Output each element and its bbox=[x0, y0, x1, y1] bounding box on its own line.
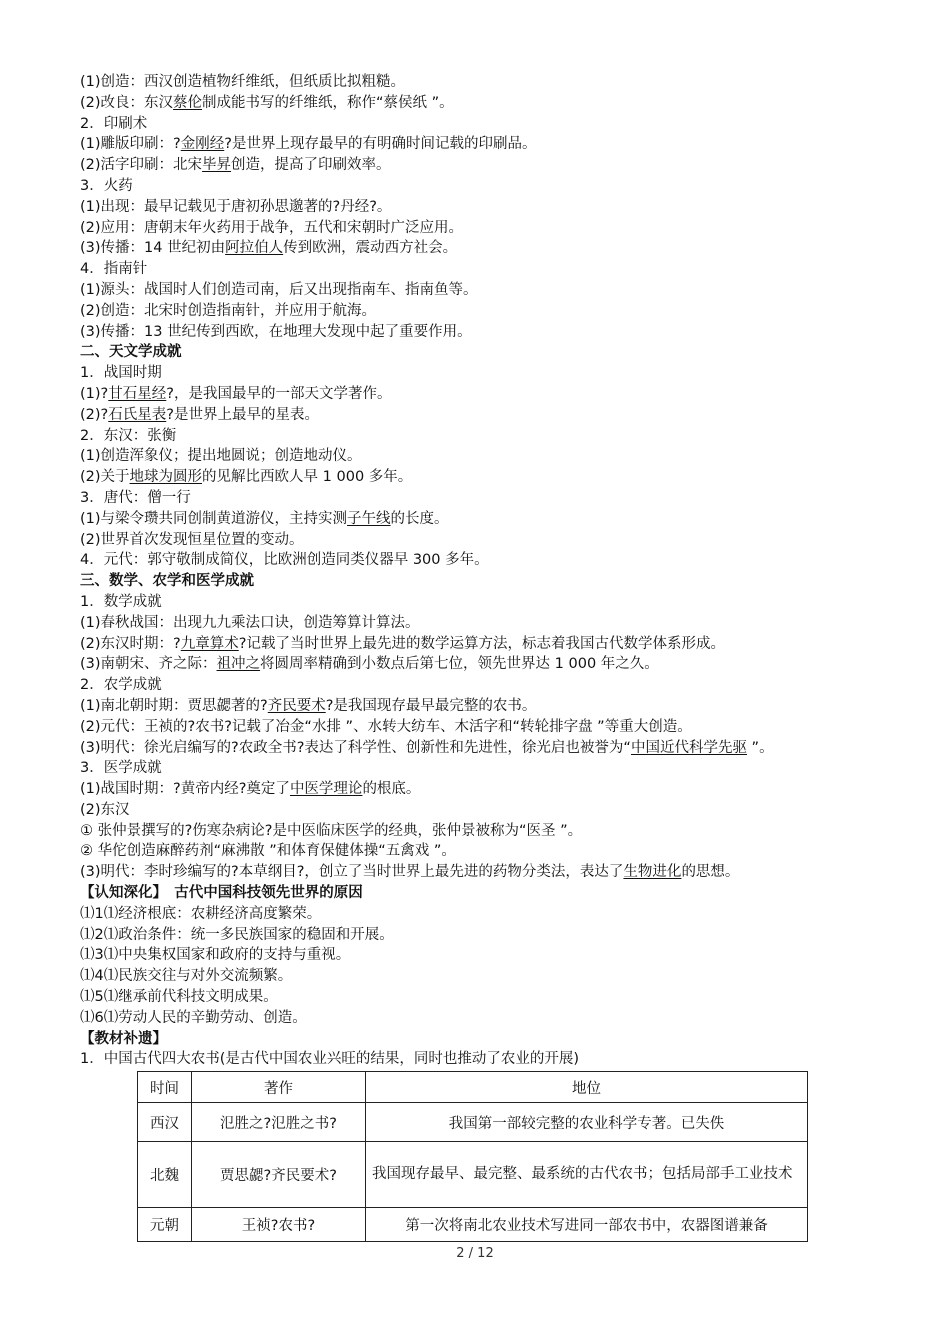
table-cell: 贾思勰?齐民要术? bbox=[192, 1142, 366, 1208]
table-header-row bbox=[138, 1072, 808, 1103]
table-cell: 王祯?农书? bbox=[192, 1208, 366, 1242]
text-segment: 三、数学、农学和医学成就 bbox=[80, 573, 254, 590]
text-segment: 将圆周率精确到小数点后第七位，领先世界达 1 000 年之久。 bbox=[260, 656, 659, 673]
text-segment: 3．火药 bbox=[80, 177, 133, 194]
table-row bbox=[138, 1103, 808, 1142]
text-line bbox=[80, 134, 880, 155]
text-segment: ”。 bbox=[746, 739, 774, 756]
text-line bbox=[80, 363, 880, 384]
agricultural-books-table bbox=[137, 1071, 808, 1242]
page-number: 2 / 12 bbox=[456, 1246, 494, 1261]
text-line bbox=[80, 800, 880, 821]
text-segment: (1)雕版印刷：? bbox=[80, 136, 181, 153]
text-segment: 2．农学成就 bbox=[80, 677, 162, 694]
section-heading bbox=[80, 571, 880, 592]
table-cell: 元朝 bbox=[138, 1208, 192, 1242]
text-segment: (1)与梁令瓒共同创制黄道游仪，主持实测 bbox=[80, 510, 348, 527]
table-cell: 西汉 bbox=[138, 1103, 192, 1142]
text-line bbox=[80, 488, 880, 509]
underlined-term: 中国近代科学先驱 bbox=[630, 739, 747, 756]
text-line bbox=[80, 613, 880, 634]
document-page bbox=[80, 72, 880, 1242]
text-segment: ?是我国现存最早最完整的农书。 bbox=[325, 697, 537, 714]
underlined-term: 子午线 bbox=[347, 510, 391, 527]
underlined-term: 齐民要术 bbox=[267, 697, 326, 714]
text-line bbox=[80, 280, 880, 301]
text-line bbox=[80, 925, 880, 946]
text-line bbox=[80, 717, 880, 738]
text-line bbox=[80, 384, 880, 405]
text-segment: (3)明代：徐光启编写的?农政全书?表达了科学性、创新性和先进性，徐光启也被誉为“ bbox=[80, 739, 631, 756]
text-line bbox=[80, 218, 880, 239]
text-segment: (3)明代：李时珍编写的?本草纲目?，创立了当时世界上最先进的药物分类法，表达了 bbox=[80, 864, 624, 881]
underlined-term: 生物进化 bbox=[623, 864, 682, 881]
text-segment: ⑴3⑴中央集权国家和政府的支持与重视。 bbox=[80, 947, 351, 964]
text-segment: (2)关于 bbox=[80, 469, 130, 486]
table-cell: 我国现存最早、最完整、最系统的古代农书；包括局部手工业技术 bbox=[366, 1142, 808, 1208]
text-line bbox=[80, 1049, 880, 1070]
text-segment: (1)南北朝时期：贾思勰著的? bbox=[80, 697, 268, 714]
text-line bbox=[80, 738, 880, 759]
table-header-cell: 著作 bbox=[192, 1072, 366, 1103]
text-segment: (1)创造浑象仪；提出地圆说；创造地动仪。 bbox=[80, 448, 362, 465]
text-segment: ?记载了当时世界上最先进的数学运算方法，标志着我国古代数学体系形成。 bbox=[238, 635, 725, 652]
text-line bbox=[80, 322, 880, 343]
text-line bbox=[80, 904, 880, 925]
text-segment: 的根底。 bbox=[362, 781, 421, 798]
text-segment: 【教材补遗】 bbox=[80, 1030, 167, 1047]
text-segment: ① 张仲景撰写的?伤寒杂病论?是中医临床医学的经典，张仲景被称为“医圣 ”。 bbox=[80, 822, 583, 839]
text-segment: (1)出现：最早记载见于唐初孙思邈著的?丹经?。 bbox=[80, 198, 392, 215]
text-line bbox=[80, 197, 880, 218]
text-segment: ⑴5⑴继承前代科技文明成果。 bbox=[80, 989, 278, 1006]
text-line bbox=[80, 758, 880, 779]
section-heading bbox=[80, 883, 880, 904]
text-line bbox=[80, 1008, 880, 1029]
text-line bbox=[80, 446, 880, 467]
text-segment: 创造，提高了印刷效率。 bbox=[231, 157, 391, 174]
underlined-term: 石氏星表 bbox=[108, 406, 167, 423]
table-header-cell: 时间 bbox=[138, 1072, 192, 1103]
text-line bbox=[80, 550, 880, 571]
text-line bbox=[80, 93, 880, 114]
text-segment: 1．中国古代四大农书(是古代中国农业兴旺的结果，同时也推动了农业的开展) bbox=[80, 1051, 580, 1068]
text-segment: 2．东汉：张衡 bbox=[80, 427, 177, 444]
text-segment: 1．数学成就 bbox=[80, 593, 162, 610]
text-segment: ?是世界上现存最早的有明确时间记载的印刷品。 bbox=[224, 136, 537, 153]
text-line bbox=[80, 945, 880, 966]
underlined-term: 蔡伦 bbox=[173, 94, 203, 111]
table-row bbox=[138, 1208, 808, 1242]
text-segment: (2)世界首次发现恒星位置的变动。 bbox=[80, 531, 304, 548]
text-segment: (2)? bbox=[80, 406, 109, 423]
text-line bbox=[80, 259, 880, 280]
table-cell: 北魏 bbox=[138, 1142, 192, 1208]
table-cell: 氾胜之?氾胜之书? bbox=[192, 1103, 366, 1142]
table-cell: 我国第一部较完整的农业科学专著。已失佚 bbox=[366, 1103, 808, 1142]
text-segment: (1)? bbox=[80, 385, 109, 402]
table-cell: 第一次将南北农业技术写进同一部农书中，农器图谱兼备 bbox=[366, 1208, 808, 1242]
underlined-term: 九章算术 bbox=[180, 635, 239, 652]
text-line bbox=[80, 779, 880, 800]
text-segment: (2)改良：东汉 bbox=[80, 94, 174, 111]
text-line bbox=[80, 654, 880, 675]
text-line bbox=[80, 467, 880, 488]
text-line bbox=[80, 841, 880, 862]
text-segment: (3)传播：14 世纪初由 bbox=[80, 240, 226, 257]
text-segment: (2)应用：唐朝末年火药用于战争，五代和宋朝时广泛应用。 bbox=[80, 219, 464, 236]
text-line bbox=[80, 530, 880, 551]
text-segment: (1)春秋战国：出现九九乘法口诀，创造筹算计算法。 bbox=[80, 614, 420, 631]
text-line bbox=[80, 155, 880, 176]
text-segment: ?，是我国最早的一部天文学著作。 bbox=[166, 385, 392, 402]
text-segment: ② 华佗创造麻醉药剂“麻沸散 ”和体育保健体操“五禽戏 ”。 bbox=[80, 843, 456, 860]
text-segment: (2)元代：王祯的?农书?记载了冶金“水排 ”、水转大纺车、木活字和“转轮排字盘 ”等重大创造。 bbox=[80, 718, 692, 735]
underlined-term: 甘石星经 bbox=[108, 385, 167, 402]
text-line bbox=[80, 862, 880, 883]
text-segment: 的长度。 bbox=[390, 510, 449, 527]
text-segment: (1)创造：西汉创造植物纤维纸，但纸质比拟粗糙。 bbox=[80, 74, 406, 90]
text-line bbox=[80, 301, 880, 322]
text-segment: ⑴1⑴经济根底：农耕经济高度繁荣。 bbox=[80, 905, 322, 922]
text-segment: (3)南朝宋、齐之际： bbox=[80, 656, 217, 673]
text-segment: (2)东汉 bbox=[80, 801, 130, 818]
text-segment: (3)传播：13 世纪传到西欧，在地理大发现中起了重要作用。 bbox=[80, 323, 472, 340]
text-line bbox=[80, 696, 880, 717]
text-line bbox=[80, 114, 880, 135]
text-segment: 3．唐代：僧一行 bbox=[80, 489, 191, 506]
underlined-term: 阿拉伯人 bbox=[225, 240, 284, 257]
underlined-term: 祖冲之 bbox=[216, 656, 261, 673]
text-line bbox=[80, 987, 880, 1008]
underlined-term: 地球为圆形 bbox=[129, 469, 203, 486]
text-segment: (2)东汉时期：? bbox=[80, 635, 181, 652]
underlined-term: 金刚经 bbox=[180, 136, 225, 153]
table-row bbox=[138, 1142, 808, 1208]
text-segment: 1．战国时期 bbox=[80, 365, 162, 382]
text-line bbox=[80, 634, 880, 655]
text-line bbox=[80, 966, 880, 987]
text-segment: 3．医学成就 bbox=[80, 760, 162, 777]
text-line bbox=[80, 405, 880, 426]
text-segment: ?是世界上最早的星表。 bbox=[166, 406, 319, 423]
text-line bbox=[80, 176, 880, 197]
text-segment: 2．印刷术 bbox=[80, 115, 148, 132]
text-segment: ⑴6⑴劳动人民的辛勤劳动、创造。 bbox=[80, 1009, 307, 1026]
text-segment: 传到欧洲，震动西方社会。 bbox=[283, 240, 458, 257]
text-line bbox=[80, 675, 880, 696]
text-line bbox=[80, 426, 880, 447]
text-line bbox=[80, 72, 880, 93]
text-segment: 的见解比西欧人早 1 000 多年。 bbox=[202, 469, 413, 486]
section-heading bbox=[80, 1029, 880, 1050]
text-segment: 4．元代：郭守敬制成简仪，比欧洲创造同类仪器早 300 多年。 bbox=[80, 552, 489, 569]
underlined-term: 毕昇 bbox=[202, 157, 232, 174]
text-segment: ⑴4⑴民族交往与对外交流频繁。 bbox=[80, 968, 293, 985]
text-line bbox=[80, 238, 880, 259]
text-line bbox=[80, 592, 880, 613]
text-segment: (2)活字印刷：北宋 bbox=[80, 157, 203, 174]
text-segment: 二、天文学成就 bbox=[80, 344, 182, 361]
text-segment: 【认知深化】 古代中国科技领先世界的原因 bbox=[80, 885, 363, 902]
text-segment: 制成能书写的纤维纸，称作“蔡侯纸 ”。 bbox=[202, 94, 454, 111]
text-segment: ⑴2⑴政治条件：统一多民族国家的稳固和开展。 bbox=[80, 926, 394, 943]
text-line bbox=[80, 509, 880, 530]
underlined-term: 中医学理论 bbox=[289, 781, 363, 798]
text-segment: 4．指南针 bbox=[80, 261, 148, 278]
text-segment: (1)源头：战国时人们创造司南，后又出现指南车、指南鱼等。 bbox=[80, 281, 478, 298]
text-segment: (2)创造：北宋时创造指南针，并应用于航海。 bbox=[80, 302, 377, 319]
text-segment: 的思想。 bbox=[681, 864, 740, 881]
text-line bbox=[80, 821, 880, 842]
section-heading bbox=[80, 342, 880, 363]
document-body bbox=[80, 72, 880, 1070]
text-segment: (1)战国时期：?黄帝内经?奠定了 bbox=[80, 781, 290, 798]
table-header-cell: 地位 bbox=[366, 1072, 808, 1103]
